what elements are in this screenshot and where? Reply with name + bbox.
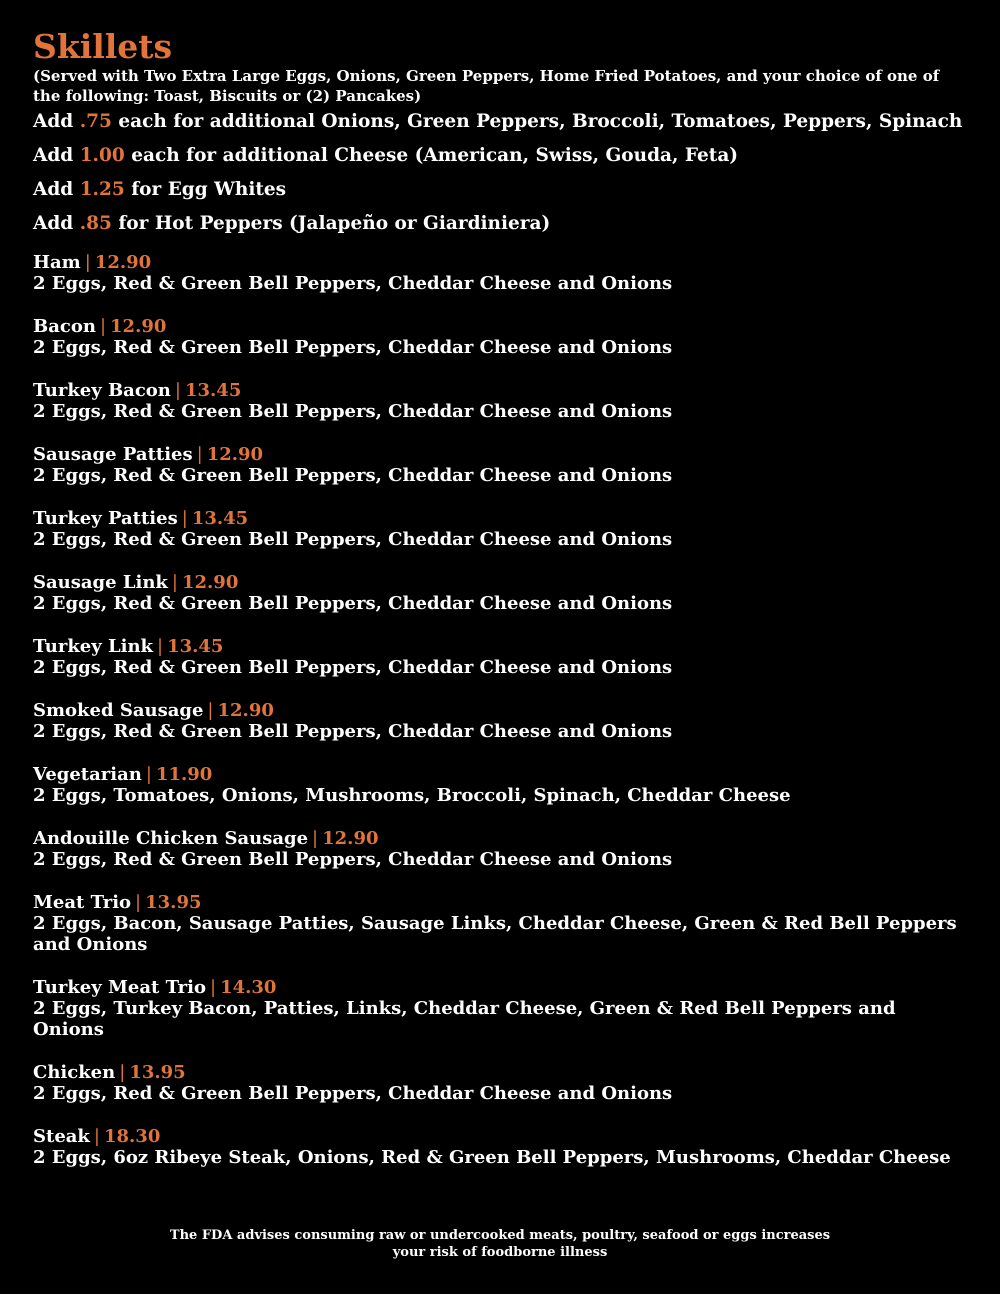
addon-price: .85: [79, 213, 112, 234]
item-header: [33, 977, 973, 998]
price-separator: |: [312, 828, 319, 849]
addon-price: .75: [79, 111, 112, 132]
item-price: 14.30: [220, 977, 277, 998]
item-price: 18.30: [103, 1126, 161, 1147]
addon-line: [33, 178, 973, 202]
item-description: 2 Eggs, Red & Green Bell Peppers, Cheddar Cheese and Onions: [33, 657, 673, 678]
menu-item: [33, 252, 973, 294]
item-price: 13.95: [129, 1062, 186, 1083]
addon-text: each for additional Onions, Green Peppers, Broccoli, Tomatoes, Peppers, Spinach: [118, 111, 963, 132]
item-header: [33, 636, 973, 657]
price-separator: |: [207, 700, 214, 721]
item-description: 2 Eggs, Red & Green Bell Peppers, Cheddar Cheese and Onions: [33, 401, 673, 422]
item-header: [33, 252, 973, 273]
addon-text: for Egg Whites: [131, 179, 287, 200]
price-separator: |: [84, 252, 91, 273]
menu-item: [33, 828, 973, 870]
price-separator: |: [210, 977, 217, 998]
menu-item: [33, 380, 973, 422]
item-name: Sausage Link: [33, 572, 168, 593]
item-header: [33, 508, 973, 529]
item-name: Steak: [33, 1126, 90, 1147]
price-separator: |: [171, 572, 178, 593]
section-title: Skillets: [33, 27, 173, 66]
menu-item: [33, 316, 973, 358]
price-separator: |: [135, 892, 142, 913]
menu-item: [33, 572, 973, 614]
item-price: 12.90: [94, 252, 152, 273]
fda-disclaimer: [150, 1227, 850, 1261]
item-description: 2 Eggs, Red & Green Bell Peppers, Cheddar Cheese and Onions: [33, 273, 673, 294]
item-name: Smoked Sausage: [33, 700, 204, 721]
item-description: 2 Eggs, Red & Green Bell Peppers, Cheddar Cheese and Onions: [33, 465, 673, 486]
item-description: 2 Eggs, Bacon, Sausage Patties, Sausage Links, Cheddar Cheese, Green & Red Bell Peppers and Onions: [33, 913, 957, 955]
item-header: [33, 828, 973, 849]
menu-item: [33, 1126, 973, 1168]
item-name: Meat Trio: [33, 892, 132, 913]
menu-item: [33, 700, 973, 742]
price-separator: |: [157, 636, 164, 657]
menu-item: [33, 508, 973, 550]
item-header: [33, 380, 973, 401]
item-name: Bacon: [33, 316, 96, 337]
item-header: [33, 892, 973, 913]
item-header: [33, 316, 973, 337]
item-price: 12.90: [110, 316, 167, 337]
item-description: 2 Eggs, Turkey Bacon, Patties, Links, Cheddar Cheese, Green & Red Bell Peppers and Onions: [33, 998, 896, 1040]
item-header: [33, 700, 973, 721]
item-price: 13.45: [184, 380, 242, 401]
addon-prefix: Add: [33, 111, 74, 132]
item-price: 13.45: [191, 508, 249, 529]
item-price: 13.45: [167, 636, 224, 657]
price-separator: |: [119, 1062, 126, 1083]
item-name: Chicken: [33, 1062, 116, 1083]
item-name: Ham: [33, 252, 81, 273]
addon-prefix: Add: [33, 145, 74, 166]
price-separator: |: [145, 764, 152, 785]
item-description: 2 Eggs, Red & Green Bell Peppers, Cheddar Cheese and Onions: [33, 1083, 673, 1104]
menu-item: [33, 444, 973, 486]
addon-line: [33, 144, 973, 168]
disclaimer-line: The FDA advises consuming raw or undercooked meats, poultry, seafood or eggs increases: [169, 1228, 831, 1243]
menu-item: [33, 977, 973, 1040]
addon-prefix: Add: [33, 213, 74, 234]
addon-text: for Hot Peppers (Jalapeño or Giardiniera): [118, 213, 551, 234]
menu-page: [33, 28, 973, 1190]
addon-prefix: Add: [33, 179, 74, 200]
addon-text: each for additional Cheese (American, Swiss, Gouda, Feta): [131, 145, 739, 166]
item-name: Andouille Chicken Sausage: [33, 828, 309, 849]
item-name: Turkey Bacon: [33, 380, 171, 401]
item-name: Sausage Patties: [33, 444, 193, 465]
price-separator: |: [181, 508, 188, 529]
addon-line: [33, 212, 973, 236]
menu-item: [33, 764, 973, 806]
menu-items: [33, 252, 973, 1168]
item-price: 11.90: [155, 764, 213, 785]
item-price: 12.90: [206, 444, 264, 465]
item-description: 2 Eggs, Red & Green Bell Peppers, Cheddar Cheese and Onions: [33, 337, 673, 358]
price-separator: |: [196, 444, 203, 465]
item-header: [33, 1062, 973, 1083]
item-price: 12.90: [217, 700, 274, 721]
addon-line: [33, 110, 973, 134]
item-price: 13.95: [145, 892, 202, 913]
item-description: 2 Eggs, Red & Green Bell Peppers, Cheddar Cheese and Onions: [33, 849, 673, 870]
price-separator: |: [99, 316, 107, 337]
item-description: 2 Eggs, Tomatoes, Onions, Mushrooms, Broccoli, Spinach, Cheddar Cheese: [33, 785, 791, 806]
item-name: Vegetarian: [33, 764, 142, 785]
addon-price: 1.25: [79, 179, 125, 200]
menu-item: [33, 636, 973, 678]
item-price: 12.90: [322, 828, 379, 849]
disclaimer-line: your risk of foodborne illness: [392, 1245, 608, 1260]
item-header: [33, 444, 973, 465]
item-name: Turkey Meat Trio: [33, 977, 206, 998]
item-header: [33, 572, 973, 593]
section-subtitle: (Served with Two Extra Large Eggs, Onions, Green Peppers, Home Fried Potatoes, and your choice of one of the following: Toast, Biscuits or (2) Pancakes): [33, 67, 940, 105]
addon-price: 1.00: [79, 145, 125, 166]
price-separator: |: [174, 380, 181, 401]
item-price: 12.90: [181, 572, 239, 593]
item-description: 2 Eggs, Red & Green Bell Peppers, Cheddar Cheese and Onions: [33, 593, 673, 614]
item-header: [33, 1126, 973, 1147]
item-name: Turkey Patties: [33, 508, 178, 529]
menu-item: [33, 1062, 973, 1104]
item-header: [33, 764, 973, 785]
item-description: 2 Eggs, Red & Green Bell Peppers, Cheddar Cheese and Onions: [33, 721, 673, 742]
item-name: Turkey Link: [33, 636, 154, 657]
item-description: 2 Eggs, Red & Green Bell Peppers, Cheddar Cheese and Onions: [33, 529, 673, 550]
item-description: 2 Eggs, 6oz Ribeye Steak, Onions, Red & Green Bell Peppers, Mushrooms, Cheddar Cheese: [33, 1147, 951, 1168]
menu-item: [33, 892, 973, 955]
addons-list: [33, 110, 973, 236]
price-separator: |: [93, 1126, 100, 1147]
